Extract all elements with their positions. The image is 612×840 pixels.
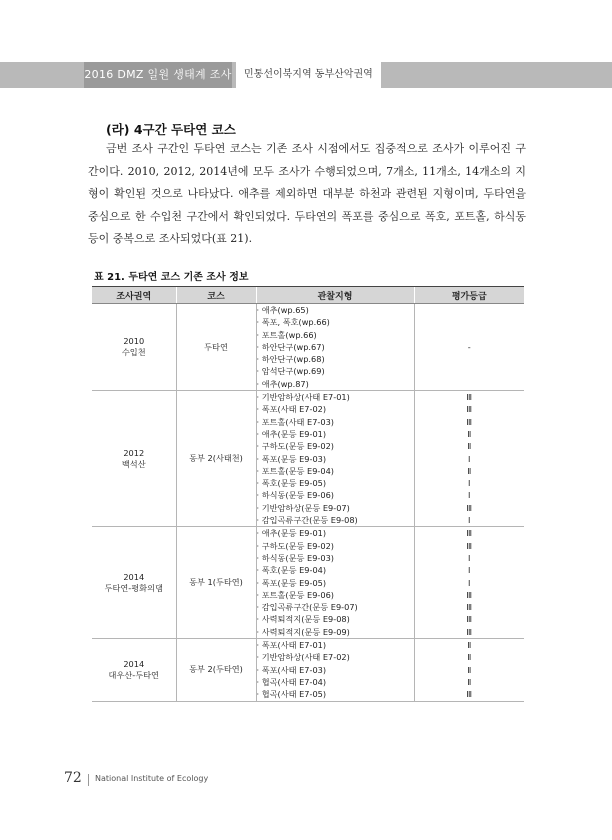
grade-item: Ⅱ	[467, 441, 472, 452]
landform-item: · 포트홀(문등 E9-04)	[256, 465, 334, 476]
grade-item: -	[467, 341, 471, 352]
landform-item: · 폭포, 폭호(wp.66)	[256, 317, 330, 328]
table-header-row	[92, 287, 524, 304]
grade-item: Ⅲ	[466, 689, 473, 700]
landform-item: · 하안단구(wp.67)	[256, 341, 325, 352]
course-cell: 동부 2(사태천)	[176, 391, 256, 527]
landform-item: · 포트홀(문등 E9-06)	[256, 589, 334, 600]
landform-item: · 기반암하상(문등 E9-07)	[256, 502, 350, 513]
landform-item: · 애추(문등 E9-01)	[256, 528, 327, 539]
region-cell	[92, 304, 176, 391]
section-title: (라) 4구간 두타연 코스	[106, 122, 236, 137]
grade-item: Ⅰ	[468, 478, 471, 489]
landform-item: · 포트홀(wp.66)	[256, 329, 317, 340]
survey-table	[92, 286, 524, 702]
grade-item: Ⅰ	[468, 565, 471, 576]
landform-item: · 하식동(문등 E9-03)	[256, 552, 334, 563]
landform-item: · 폭포(사태 E7-01)	[256, 640, 327, 651]
grade-item: Ⅰ	[468, 490, 471, 501]
landforms-cell	[256, 639, 414, 701]
table-caption: 표 21. 두타연 코스 기존 조사 정보	[94, 272, 249, 283]
grade-item: Ⅱ	[467, 465, 472, 476]
landform-item: · 폭포(문등 E9-03)	[256, 453, 327, 464]
region-cell	[92, 527, 176, 639]
landform-item: · 사력퇴적지(문등 E9-09)	[256, 626, 350, 637]
landforms-cell	[256, 304, 414, 391]
landform-item: · 포트홀(사태 E7-03)	[256, 416, 334, 427]
landform-item: · 감입곡류구간(문등 E9-07)	[256, 602, 358, 613]
grade-item: Ⅲ	[466, 602, 473, 613]
grade-cell	[414, 304, 524, 391]
landform-item: · 애추(문등 E9-01)	[256, 428, 327, 439]
table-row	[92, 391, 524, 527]
survey-area: 백석산	[121, 458, 146, 469]
table-row	[92, 639, 524, 701]
landform-item: · 폭포(사태 E7-03)	[256, 664, 327, 675]
grade-item: Ⅲ	[466, 416, 473, 427]
grade-item: Ⅲ	[466, 540, 473, 551]
landform-item: · 구하도(문등 E9-02)	[256, 540, 334, 551]
table-row	[92, 304, 524, 391]
landform-item: · 사력퇴적지(문등 E9-08)	[256, 614, 350, 625]
grade-item: Ⅲ	[466, 626, 473, 637]
report-title: 2016 DMZ 일원 생태계 조사	[84, 62, 232, 88]
region-cell	[92, 639, 176, 701]
course-cell: 두타연	[176, 304, 256, 391]
landform-item: · 구하도(문등 E9-02)	[256, 441, 334, 452]
landforms-cell	[256, 527, 414, 639]
landform-item: · 감입곡류구간(문등 E9-08)	[256, 515, 358, 526]
footer-divider	[88, 774, 89, 786]
landform-item: · 협곡(사태 E7-04)	[256, 676, 327, 687]
publisher-name: National Institute of Ecology	[95, 774, 209, 783]
course-cell: 동부 2(두타연)	[176, 639, 256, 701]
landform-item: · 폭호(문등 E9-04)	[256, 565, 327, 576]
grade-item	[415, 329, 525, 341]
landform-item: · 폭포(문등 E9-05)	[256, 577, 327, 588]
grade-item	[415, 353, 525, 365]
grade-item: Ⅰ	[468, 453, 471, 464]
course-cell: 동부 1(두타연)	[176, 527, 256, 639]
landform-item: · 폭포(사태 E7-02)	[256, 404, 327, 415]
landform-item: · 폭호(문등 E9-05)	[256, 478, 327, 489]
landform-item: · 애추(wp.65)	[256, 305, 309, 315]
survey-area: 대우산-두타연	[108, 669, 159, 680]
region-cell	[92, 391, 176, 527]
header-landforms: 관찰지형	[256, 287, 414, 304]
grade-item: Ⅱ	[467, 640, 472, 651]
grade-item: Ⅲ	[466, 589, 473, 600]
grade-item: Ⅲ	[466, 404, 473, 415]
grade-item: Ⅲ	[466, 392, 473, 403]
header-grade: 평가등급	[414, 287, 524, 304]
grade-cell	[414, 527, 524, 639]
table-row	[92, 527, 524, 639]
survey-year: 2014	[123, 658, 145, 669]
grade-item: Ⅱ	[467, 428, 472, 439]
grade-item: Ⅱ	[467, 664, 472, 675]
landform-item: · 애추(wp.87)	[256, 378, 309, 389]
body-paragraph: 금번 조사 구간인 두타연 코스는 기존 조사 시점에서도 집중적으로 조사가 이루어진 구간이다. 2010, 2012, 2014년에 모두 조사가 수행되었으며, 7개소, 11개소, 14개소의 지형이 확인된 것으로 나타났다. 애추를 제외하면 대부분 하천과 관련된 지형이며, 두타연을 중심으로 한 수입천 구간에서 확인되었다. 두타연의 폭포를 중심으로 폭호, 포트홀, 하식동 등이 중복으로 조사되었다(표 21).	[88, 142, 526, 246]
survey-area: 두타연-평화의댐	[104, 582, 163, 593]
grade-item	[415, 365, 525, 377]
landform-item: · 기반암하상(사태 E7-02)	[256, 652, 350, 663]
grade-item: Ⅱ	[467, 652, 472, 663]
survey-area: 수입천	[121, 347, 146, 358]
grade-item: Ⅰ	[468, 552, 471, 563]
grade-item: Ⅰ	[468, 515, 471, 526]
survey-year: 2012	[123, 447, 145, 458]
grade-item: Ⅱ	[467, 676, 472, 687]
section-name: 민통선이북지역 동부산악권역	[236, 62, 381, 88]
header-region: 조사권역	[92, 287, 176, 304]
grade-item	[415, 304, 525, 316]
landform-item: · 협곡(사태 E7-05)	[256, 689, 327, 700]
header-course: 코스	[176, 287, 256, 304]
page-number: 72	[64, 770, 82, 786]
grade-item: Ⅲ	[466, 614, 473, 625]
grade-item: Ⅰ	[468, 577, 471, 588]
landform-item: · 하안단구(wp.68)	[256, 354, 325, 365]
landform-item: · 하식동(문등 E9-06)	[256, 490, 334, 501]
landforms-cell	[256, 391, 414, 527]
landform-item: · 암석단구(wp.69)	[256, 366, 325, 377]
grade-item	[415, 316, 525, 328]
grade-item: Ⅲ	[466, 502, 473, 513]
grade-cell	[414, 639, 524, 701]
survey-year: 2010	[123, 336, 145, 347]
grade-item	[415, 378, 525, 390]
grade-cell	[414, 391, 524, 527]
landform-item: · 기반암하상(사태 E7-01)	[256, 392, 350, 403]
survey-year: 2014	[123, 571, 145, 582]
grade-item: Ⅲ	[466, 528, 473, 539]
